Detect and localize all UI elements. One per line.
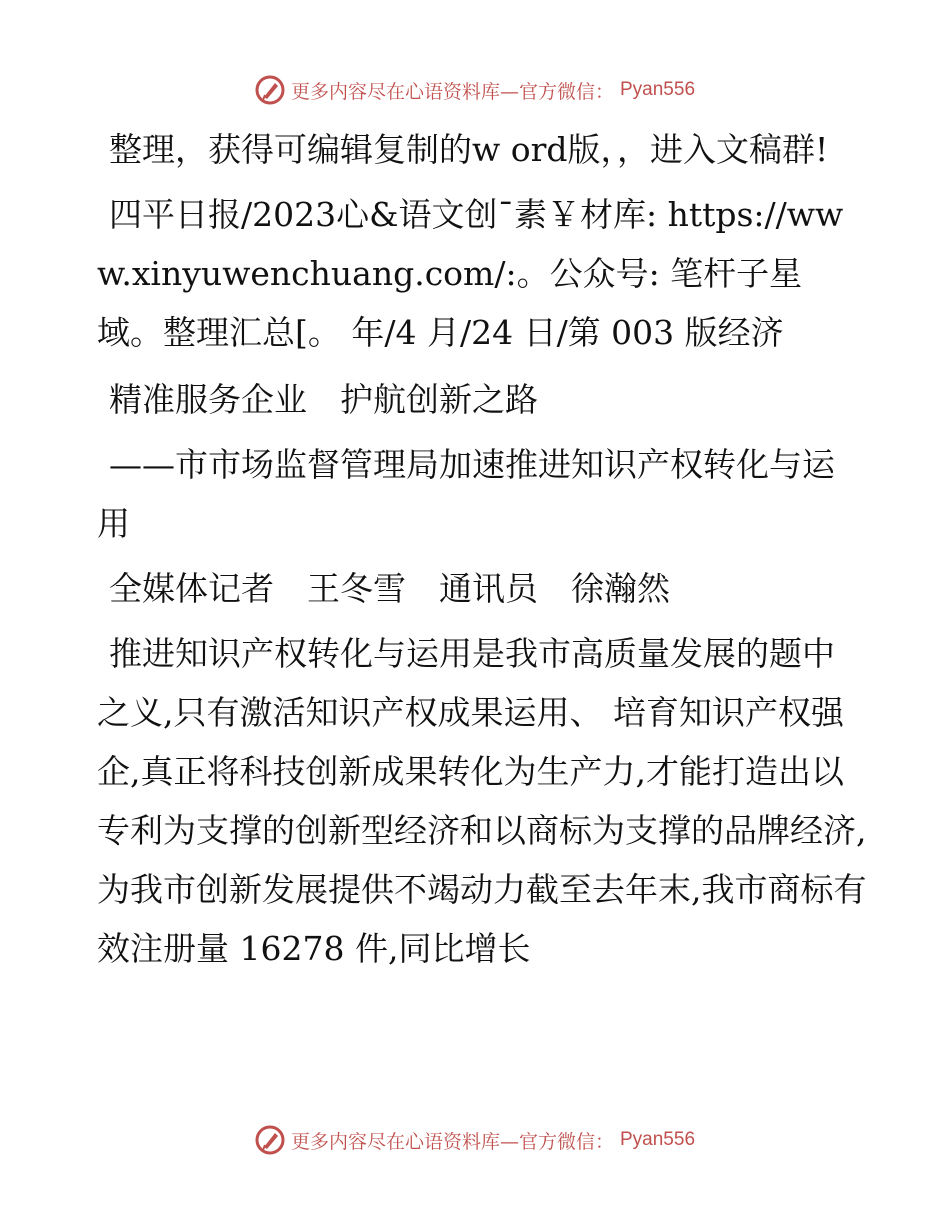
- article-byline: 全媒体记者 王冬雪 通讯员 徐瀚然: [109, 569, 670, 608]
- paragraph-source: 四平日报/2023心&语文创¯素￥材库: https://www.xinyuwenchuang.com/:。公众号: 笔杆子星域。整理汇总[。 年/4 月/24 日/第 003 版经济: [97, 195, 844, 352]
- quill-pen-logo-icon: [255, 1125, 285, 1155]
- header-banner: [0, 70, 950, 110]
- article-body-paragraph: 推进知识产权转化与运用是我市高质量发展的题中之义,只有激活知识产权成果运用、 培育知识产权强企,真正将科技创新成果转化为生产力,才能打造出以专利为支撑的创新型经济和以商标为支撑的品牌经济,为我市创新发展提供不竭动力截至去年末,我市商标有效注册量 16278 件,同比增长: [97, 634, 867, 968]
- document-body: [97, 120, 867, 984]
- banner-wechat-id: Pyan556: [620, 1129, 696, 1150]
- footer-banner: [0, 1120, 950, 1160]
- paragraph-intro: 整理，获得可编辑复制的w ord版，，进入文稿群!: [109, 130, 829, 169]
- quill-pen-logo-icon: [255, 75, 285, 105]
- article-title: 精准服务企业 护航创新之路: [109, 380, 538, 419]
- banner-text: 更多内容尽在心语资料库—官方微信：: [290, 80, 614, 103]
- banner-text: 更多内容尽在心语资料库—官方微信：: [290, 1130, 614, 1153]
- article-subtitle: ——市市场监督管理局加速推进知识产权转化与运用: [97, 445, 835, 543]
- banner-wechat-id: Pyan556: [620, 79, 696, 100]
